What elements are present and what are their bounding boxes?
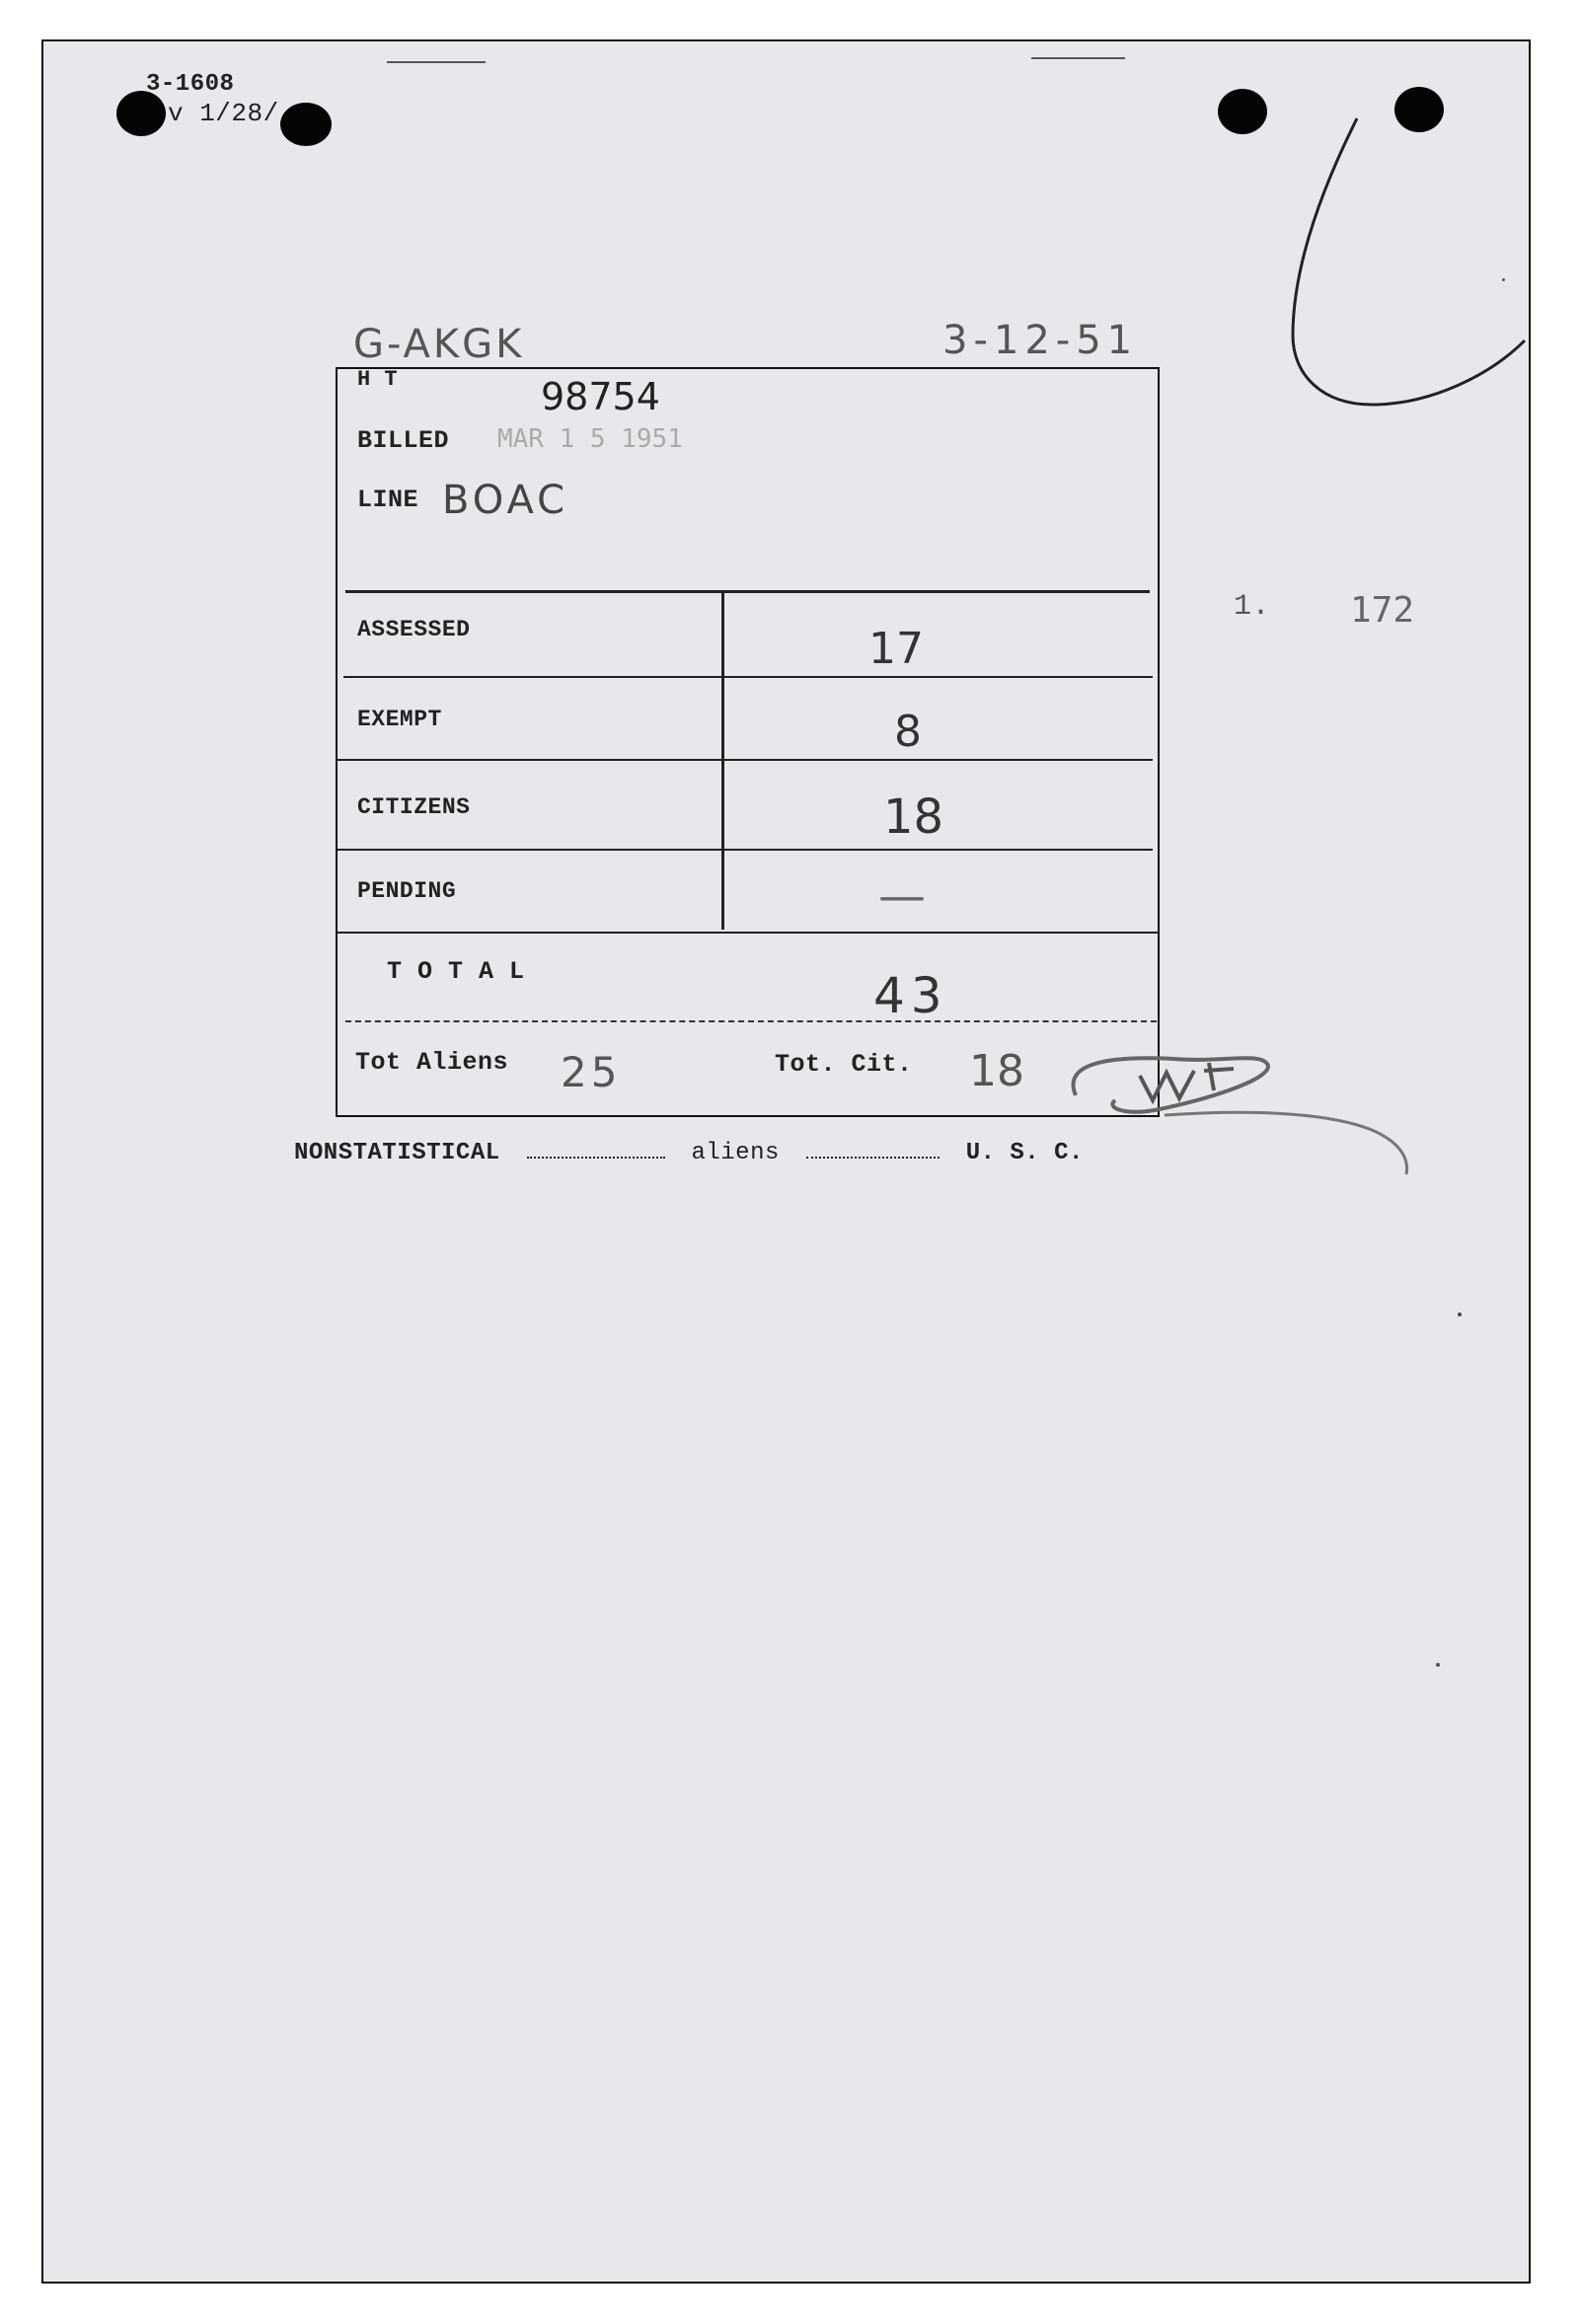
speck-3 xyxy=(1502,278,1505,281)
nonstatistical-blank[interactable] xyxy=(527,1157,665,1159)
footer-line xyxy=(294,1140,1084,1166)
side-mark: 1. xyxy=(1234,590,1271,624)
punch-hole-right-1 xyxy=(1218,89,1267,134)
line-label: LINE xyxy=(357,486,419,514)
punch-hole-left-2 xyxy=(280,103,332,146)
record-date: 3-12-51 xyxy=(942,318,1139,363)
grid-line-top xyxy=(345,590,1150,593)
speck-2 xyxy=(1436,1663,1440,1667)
hand-drawn-curve xyxy=(1283,109,1530,424)
tot-aliens-label: Tot Aliens xyxy=(355,1048,509,1077)
row-value-exempt: 8 xyxy=(894,707,922,757)
form-revision: v 1/28/ xyxy=(168,99,279,128)
row-label-assessed: ASSESSED xyxy=(357,617,471,642)
grid-line-2 xyxy=(338,759,1153,761)
billed-label: BILLED xyxy=(357,426,450,455)
speck-1 xyxy=(1458,1312,1462,1316)
aliens-blank[interactable] xyxy=(806,1157,940,1159)
billed-stamp: MAR 1 5 1951 xyxy=(497,424,683,454)
grid-line-4 xyxy=(338,932,1159,934)
grid-divider xyxy=(721,592,724,930)
row-value-pending: — xyxy=(878,868,926,924)
total-label: T O T A L xyxy=(387,957,525,986)
top-mark-right xyxy=(1031,57,1125,59)
tot-cit-label: Tot. Cit. xyxy=(775,1050,913,1079)
tot-cit-value: 18 xyxy=(969,1046,1024,1096)
row-label-exempt: EXEMPT xyxy=(357,707,442,732)
row-label-pending: PENDING xyxy=(357,878,457,904)
ht-number: 98754 xyxy=(541,375,660,418)
grid-line-total xyxy=(345,1020,1157,1022)
usc-label: U. S. C. xyxy=(965,1140,1084,1166)
flight-id: G-AKGK xyxy=(353,322,525,367)
nonstatistical-label: NONSTATISTICAL xyxy=(294,1140,500,1166)
side-number: 172 xyxy=(1350,590,1415,631)
top-mark-left xyxy=(387,61,486,63)
grid-line-3 xyxy=(338,849,1153,851)
initials-text xyxy=(1133,1062,1171,1096)
ht-label: H T xyxy=(357,367,399,392)
row-value-assessed: 17 xyxy=(868,624,924,674)
row-label-citizens: CITIZENS xyxy=(357,794,471,820)
initials-signature xyxy=(1036,1041,1416,1179)
row-value-citizens: 18 xyxy=(883,789,944,845)
aliens-label: aliens xyxy=(691,1140,780,1166)
tot-aliens-value: 25 xyxy=(561,1048,622,1096)
grid-line-1 xyxy=(343,676,1153,678)
line-value: BOAC xyxy=(442,478,569,523)
form-number: 3-1608 xyxy=(146,71,235,98)
total-value: 43 xyxy=(873,967,948,1024)
